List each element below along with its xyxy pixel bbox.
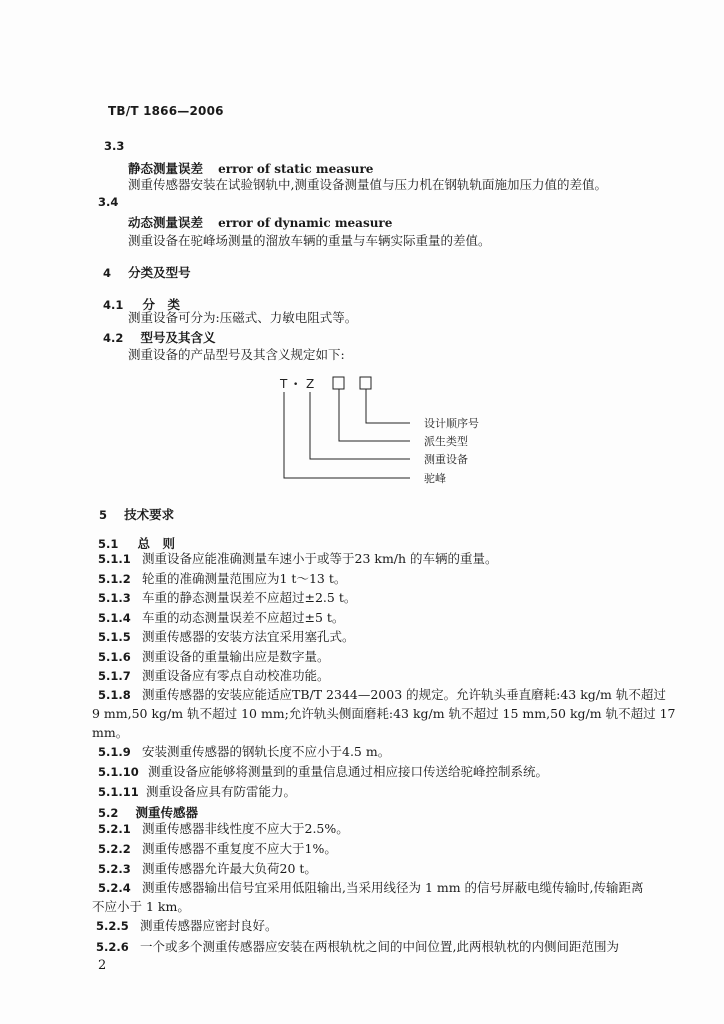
item-text: 一个或多个测重传感器应安装在两根轨枕之间的中间位置,此两根轨枕的内侧间距范围为 xyxy=(140,939,619,954)
section-number-3-4: 3.4 xyxy=(98,195,119,209)
list-item: 5.1.3 车重的静态测量误差不应超过±2.5 t。 xyxy=(98,590,357,605)
chapter-number: 4 xyxy=(103,266,112,280)
list-item: 5.1.9 安装测重传感器的钢轨长度不应小于4.5 m。 xyxy=(98,744,391,759)
term-chinese: 静态测量误差 xyxy=(128,161,204,176)
section-title: 型号及其含义 xyxy=(140,330,216,345)
list-item: 5.1.11 测重设备应具有防雷能力。 xyxy=(98,784,297,799)
item-5-2-6 xyxy=(96,937,619,957)
code-letter-t: T xyxy=(280,377,288,391)
section-title: 分 类 xyxy=(142,297,180,312)
page-number: 2 xyxy=(98,958,107,973)
section-number: 5.2 xyxy=(98,806,119,820)
leader-line-derivative xyxy=(339,389,410,441)
list-item: 5.2.2 测重传感器不重复度不应大于1%。 xyxy=(98,841,337,856)
item-5-1-8-continuation-2: mm。 xyxy=(92,725,129,740)
item-5-1-8-continuation-1: 9 mm,50 kg/m 轨不超过 10 mm;允许轨头侧面磨耗:43 kg/m 轨不超过 15 mm,50 kg/m 轨不超过 17 xyxy=(92,706,676,721)
chapter-title: 分类及型号 xyxy=(128,265,191,280)
item-number: 5.2.5 xyxy=(96,919,129,933)
list-item: 5.1.1 测重设备应能准确测量车速小于或等于23 km/h 的车辆的重量。 xyxy=(98,551,498,566)
items-5-1-9-to-5-1-11 xyxy=(98,742,548,802)
leader-line-hump xyxy=(284,392,410,478)
list-item: 5.1.6 测重设备的重量输出应是数字量。 xyxy=(98,648,330,664)
item-number: 5.2.4 xyxy=(98,881,131,895)
chapter-number: 5 xyxy=(99,508,108,522)
item-number: 5.1.8 xyxy=(98,688,131,702)
term-definition-3-3: 测重传感器安装在试验钢轨中,测重设备测量值与压力机在钢轨轨面施加压力值的差值。 xyxy=(128,177,607,192)
list-item: 5.1.4 车重的动态测量误差不应超过±5 t。 xyxy=(98,609,345,625)
term-english: error of static measure xyxy=(218,162,374,176)
list-item: 5.1.7 测重设备应有零点自动校准功能。 xyxy=(98,668,330,683)
code-letter-z: Z xyxy=(306,377,315,391)
item-number: 5.2.6 xyxy=(96,940,129,954)
item-5-2-4-continuation: 不应小于 1 km。 xyxy=(92,899,190,914)
section-title: 测重传感器 xyxy=(135,805,198,820)
leader-line-sequence xyxy=(366,389,410,423)
items-5-2-1-to-5-2-3 xyxy=(98,819,349,879)
section-number: 4.2 xyxy=(103,331,124,345)
list-item: 5.1.10 测重设备应能够将测量到的重量信息通过相应接口传送给驼峰控制系统。 xyxy=(98,764,549,779)
list-item: 5.1.2 轮重的准确测量范围应为1 t～13 t。 xyxy=(98,570,347,586)
code-box-derivative xyxy=(333,377,344,389)
item-text: 测重传感器输出信号宜采用低阻输出,当采用线径为 1 mm 的信号屏蔽电缆传输时,传输距离 xyxy=(142,880,644,895)
section-text-4-1: 测重设备可分为:压磁式、力敏电阻式等。 xyxy=(128,310,358,325)
list-item: 5.1.5 测重传感器的安装方法宜采用塞孔式。 xyxy=(98,629,355,644)
item-5-2-5 xyxy=(96,916,278,936)
leader-line-equipment xyxy=(310,392,410,459)
term-chinese: 动态测量误差 xyxy=(128,215,204,230)
diagram-label-equipment: 测重设备 xyxy=(424,453,468,466)
section-title: 总 则 xyxy=(137,536,175,551)
term-definition-3-4: 测重设备在驼峰场测量的溜放车辆的重量与车辆实际重量的差值。 xyxy=(128,233,491,248)
code-box-sequence xyxy=(360,377,371,389)
item-5-2-4 xyxy=(98,878,644,898)
section-heading-4-2 xyxy=(103,327,215,346)
term-english: error of dynamic measure xyxy=(218,216,393,230)
item-text: 测重传感器的安装应能适应TB/T 2344—2003 的规定。允许轨头垂直磨耗:43 kg/m 轨不超过 xyxy=(142,687,666,702)
items-5-1-1-to-5-1-7 xyxy=(98,549,498,686)
chapter-title: 技术要求 xyxy=(124,507,175,522)
item-text: 测重传感器应密封良好。 xyxy=(140,918,278,933)
model-code-diagram xyxy=(270,370,520,495)
item-5-1-8 xyxy=(98,685,666,705)
diagram-label-sequence: 设计顺序号 xyxy=(424,417,479,430)
section-number: 4.1 xyxy=(103,298,124,312)
diagram-label-derivative: 派生类型 xyxy=(424,435,468,448)
section-number-3-3: 3.3 xyxy=(104,139,125,153)
chapter-heading-4 xyxy=(103,262,191,281)
standard-number: TB/T 1866—2006 xyxy=(108,104,224,118)
term-entry-3-4 xyxy=(128,212,392,231)
chapter-heading-5 xyxy=(99,504,174,523)
diagram-label-hump: 驼峰 xyxy=(424,472,446,485)
section-text-4-2: 测重设备的产品型号及其含义规定如下: xyxy=(128,347,345,362)
section-number: 5.1 xyxy=(98,537,119,551)
list-item: 5.2.3 测重传感器允许最大负荷20 t。 xyxy=(98,861,317,876)
list-item: 5.2.1 测重传感器非线性度不应大于2.5%。 xyxy=(98,821,349,836)
code-separator-dot: • xyxy=(293,380,299,390)
